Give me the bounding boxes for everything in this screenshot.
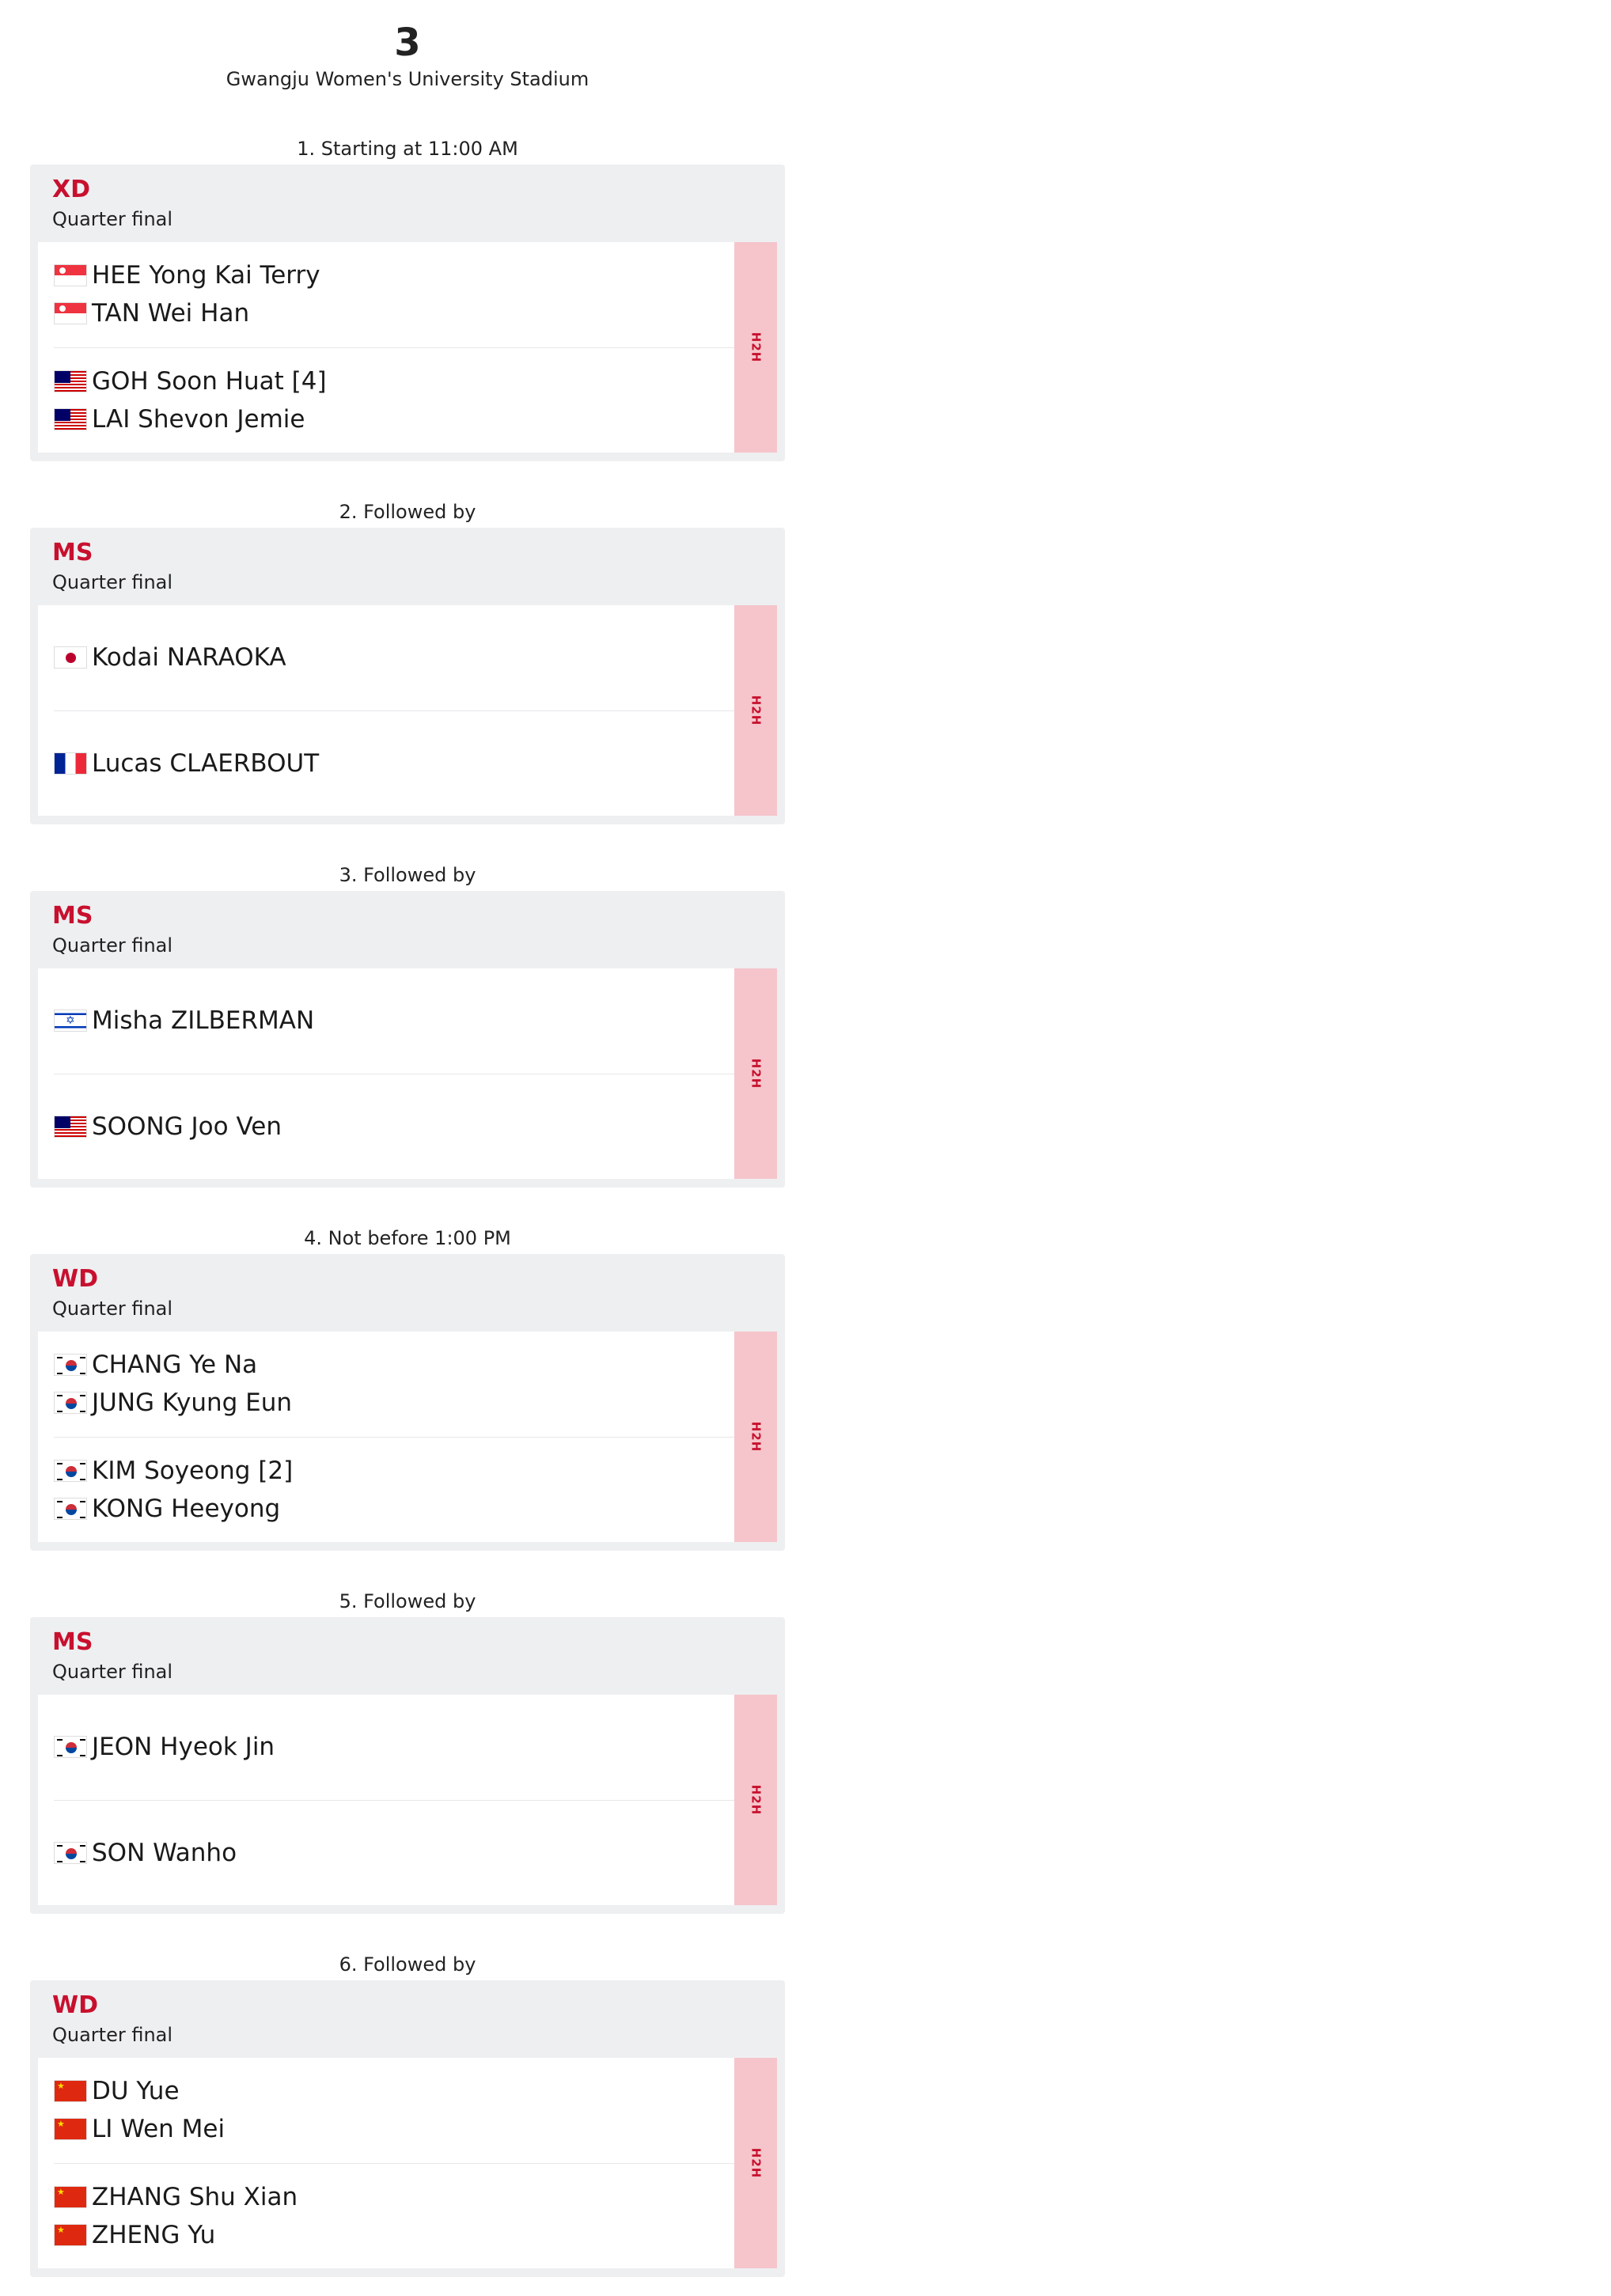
- team-1: [54, 242, 734, 347]
- israel-flag-icon: [54, 1010, 87, 1032]
- match-card[interactable]: [30, 1617, 785, 1914]
- player[interactable]: [54, 1109, 282, 1144]
- player[interactable]: [54, 2218, 215, 2252]
- player[interactable]: [54, 258, 320, 293]
- h2h-label: H2H: [748, 2147, 763, 2179]
- team-1: [54, 2058, 734, 2163]
- china-flag-icon: [54, 2186, 87, 2208]
- player-name: Lucas CLAERBOUT: [92, 749, 320, 778]
- round-name: Quarter final: [52, 934, 173, 957]
- match-body: [38, 2058, 777, 2268]
- player-name: KONG Heeyong: [92, 1495, 281, 1523]
- court-number: 3: [394, 21, 421, 65]
- match-header: [30, 891, 785, 968]
- match-slot-3: [30, 859, 785, 1141]
- round-name: Quarter final: [52, 1298, 173, 1320]
- match-body: [38, 1332, 777, 1542]
- h2h-label: H2H: [748, 695, 763, 726]
- team-2: [54, 1074, 734, 1179]
- match-header: [30, 1617, 785, 1695]
- player-name: TAN Wei Han: [92, 299, 250, 328]
- player[interactable]: [54, 1003, 314, 1038]
- h2h-label: H2H: [748, 1421, 763, 1453]
- player[interactable]: [54, 1453, 293, 1488]
- team-2: [54, 711, 734, 816]
- match-slot-2: [30, 496, 785, 778]
- slot-label: 5. Followed by: [339, 1590, 476, 1612]
- h2h-button[interactable]: [734, 2058, 777, 2268]
- korea-flag-icon: [54, 1498, 87, 1520]
- china-flag-icon: [54, 2080, 87, 2102]
- team-2: [54, 1438, 734, 1542]
- player[interactable]: [54, 402, 305, 437]
- player[interactable]: [54, 2112, 225, 2146]
- match-body: [38, 968, 777, 1179]
- match-card[interactable]: [30, 528, 785, 824]
- round-name: Quarter final: [52, 1661, 173, 1683]
- team-1: [54, 1695, 734, 1800]
- china-flag-icon: [54, 2224, 87, 2246]
- malaysia-flag-icon: [54, 1116, 87, 1138]
- player-name: SON Wanho: [92, 1839, 237, 1867]
- event-code: WD: [52, 1265, 98, 1293]
- player[interactable]: [54, 640, 286, 675]
- japan-flag-icon: [54, 646, 87, 669]
- player[interactable]: [54, 1491, 280, 1526]
- h2h-button[interactable]: [734, 605, 777, 816]
- korea-flag-icon: [54, 1736, 87, 1758]
- player-name: Kodai NARAOKA: [92, 643, 286, 672]
- player-name: LI Wen Mei: [92, 2115, 226, 2143]
- player[interactable]: [54, 1347, 257, 1382]
- korea-flag-icon: [54, 1842, 87, 1864]
- slot-label: 2. Followed by: [339, 501, 476, 523]
- event-code: MS: [52, 539, 93, 566]
- h2h-label: H2H: [748, 332, 763, 363]
- event-code: XD: [52, 176, 91, 203]
- match-header: [30, 1980, 785, 2058]
- match-slot-1: [30, 133, 785, 434]
- match-header: [30, 165, 785, 242]
- h2h-button[interactable]: [734, 242, 777, 453]
- event-code: MS: [52, 1628, 93, 1656]
- player-name: Misha ZILBERMAN: [92, 1006, 315, 1035]
- match-header: [30, 528, 785, 605]
- player-name: GOH Soon Huat [4]: [92, 367, 327, 396]
- match-card[interactable]: [30, 891, 785, 1188]
- korea-flag-icon: [54, 1392, 87, 1414]
- slot-label: 6. Followed by: [339, 1953, 476, 1976]
- player[interactable]: [54, 1385, 292, 1420]
- player[interactable]: [54, 1836, 237, 1870]
- h2h-label: H2H: [748, 1058, 763, 1089]
- match-body: [38, 1695, 777, 1905]
- match-card[interactable]: [30, 1980, 785, 2277]
- malaysia-flag-icon: [54, 408, 87, 430]
- china-flag-icon: [54, 2118, 87, 2140]
- player-name: JUNG Kyung Eun: [92, 1389, 293, 1417]
- round-name: Quarter final: [52, 208, 173, 230]
- match-slot-5: [30, 1586, 785, 1867]
- player[interactable]: [54, 296, 249, 331]
- match-body: [38, 242, 777, 453]
- player-name: ZHANG Shu Xian: [92, 2183, 298, 2211]
- player[interactable]: [54, 364, 327, 399]
- player-name: ZHENG Yu: [92, 2221, 216, 2249]
- player-name: SOONG Joo Ven: [92, 1112, 282, 1141]
- player-name: JEON Hyeok Jin: [92, 1733, 275, 1761]
- korea-flag-icon: [54, 1460, 87, 1482]
- match-card[interactable]: [30, 1254, 785, 1551]
- player-name: DU Yue: [92, 2077, 180, 2105]
- team-1: [54, 968, 734, 1074]
- slot-label: 1. Starting at 11:00 AM: [297, 138, 518, 160]
- round-name: Quarter final: [52, 571, 173, 593]
- round-name: Quarter final: [52, 2024, 173, 2046]
- singapore-flag-icon: [54, 264, 87, 286]
- player-name: KIM Soyeong [2]: [92, 1457, 294, 1485]
- team-1: [54, 605, 734, 710]
- malaysia-flag-icon: [54, 370, 87, 392]
- player[interactable]: [54, 1730, 275, 1764]
- event-code: WD: [52, 1991, 98, 2019]
- h2h-button[interactable]: [734, 1695, 777, 1905]
- slot-label: 4. Not before 1:00 PM: [304, 1227, 511, 1249]
- h2h-label: H2H: [748, 1784, 763, 1816]
- player-name: CHANG Ye Na: [92, 1351, 258, 1379]
- court-schedule: [30, 0, 785, 2249]
- match-body: [38, 605, 777, 816]
- match-header: [30, 1254, 785, 1332]
- korea-flag-icon: [54, 1354, 87, 1376]
- slot-label: 3. Followed by: [339, 864, 476, 886]
- singapore-flag-icon: [54, 302, 87, 324]
- event-code: MS: [52, 902, 93, 930]
- team-2: [54, 348, 734, 453]
- team-2: [54, 1801, 734, 1905]
- player-name: HEE Yong Kai Terry: [92, 261, 320, 290]
- team-2: [54, 2164, 734, 2268]
- h2h-button[interactable]: [734, 968, 777, 1179]
- player[interactable]: [54, 2180, 298, 2215]
- match-slot-4: [30, 1222, 785, 1523]
- match-slot-6: [30, 1949, 785, 2249]
- h2h-button[interactable]: [734, 1332, 777, 1542]
- team-1: [54, 1332, 734, 1437]
- player[interactable]: [54, 2074, 180, 2108]
- match-card[interactable]: [30, 165, 785, 461]
- court-venue: Gwangju Women's University Stadium: [226, 68, 589, 90]
- france-flag-icon: [54, 752, 87, 775]
- player-name: LAI Shevon Jemie: [92, 405, 305, 434]
- player[interactable]: [54, 746, 319, 781]
